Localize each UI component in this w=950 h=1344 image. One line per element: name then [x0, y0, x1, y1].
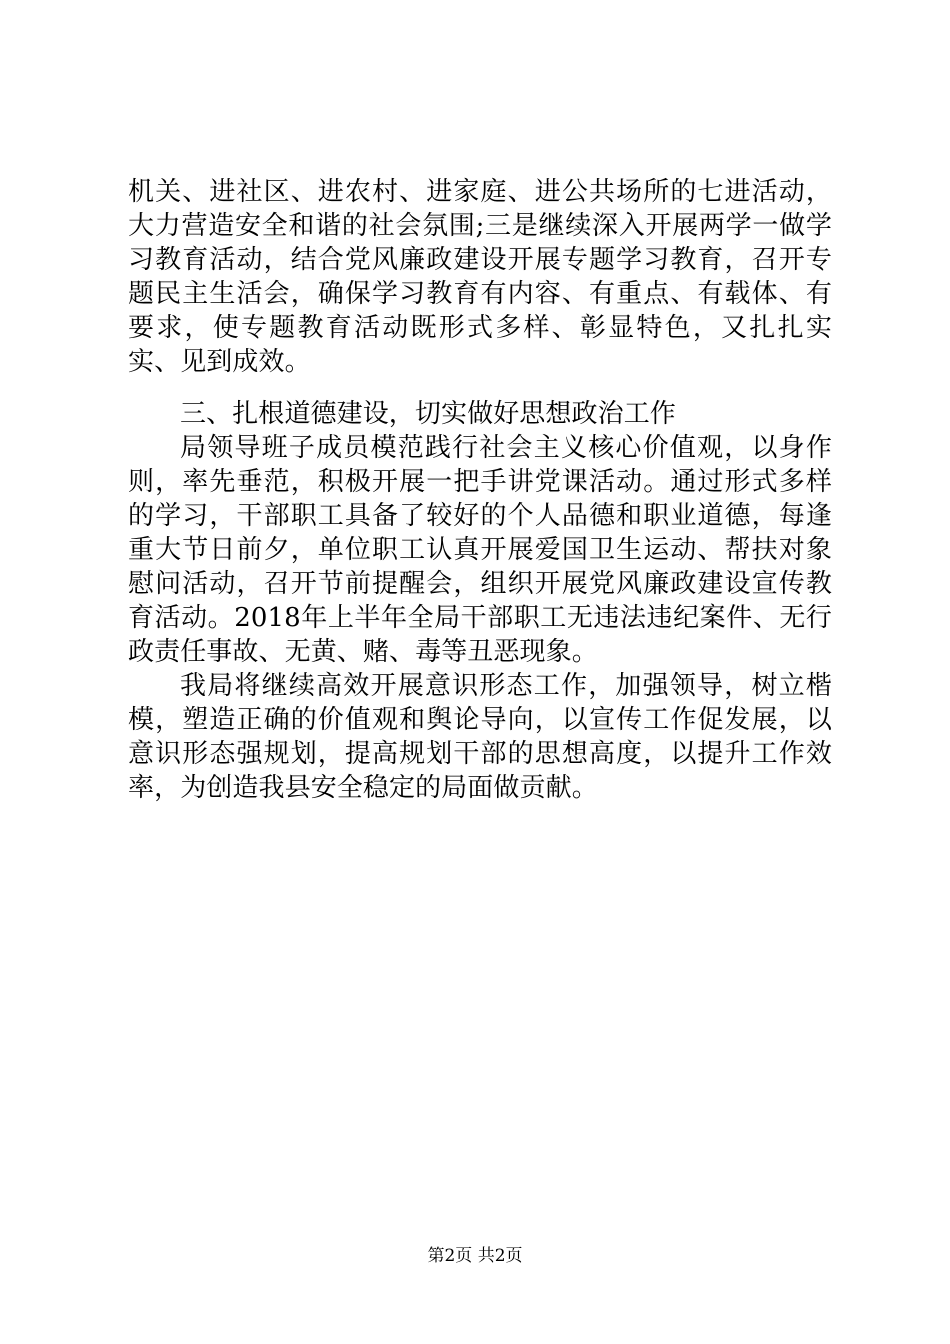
paragraph-spacer	[128, 379, 832, 397]
page-number-indicator: 第2页 共2页	[427, 1246, 523, 1266]
document-body	[128, 175, 832, 805]
paragraph-leadership: 局领导班子成员模范践行社会主义核心价值观，以身作则，率先垂范，积极开展一把手讲党课活动。通过形式多样的学习，干部职工具备了较好的个人品德和职业道德，每逢重大节日前夕，单位职工认真开展爱国卫生运动、帮扶对象慰问活动，召开节前提醒会，组织开展党风廉政建设宣传教育活动。2018年上半年全局干部职工无违法违纪案件、无行政责任事故、无黄、赌、毒等丑恶现象。	[128, 433, 832, 667]
paragraph-continuation: 机关、进社区、进农村、进家庭、进公共场所的七进活动，大力营造安全和谐的社会氛围;三是继续深入开展两学一做学习教育活动，结合党风廉政建设开展专题学习教育，召开专题民主生活会，确保学习教育有内容、有重点、有载体、有要求，使专题教育活动既形式多样、彰显特色，又扎扎实实、见到成效。	[128, 177, 832, 377]
section-heading: 三、扎根道德建设，切实做好思想政治工作	[180, 399, 676, 429]
page-footer	[0, 1245, 950, 1267]
paragraph-conclusion: 我局将继续高效开展意识形态工作，加强领导，树立楷模，塑造正确的价值观和舆论导向，以宣传工作促发展，以意识形态强规划，提高规划干部的思想高度，以提升工作效率，为创造我县安全稳定的局面做贡献。	[128, 671, 832, 803]
